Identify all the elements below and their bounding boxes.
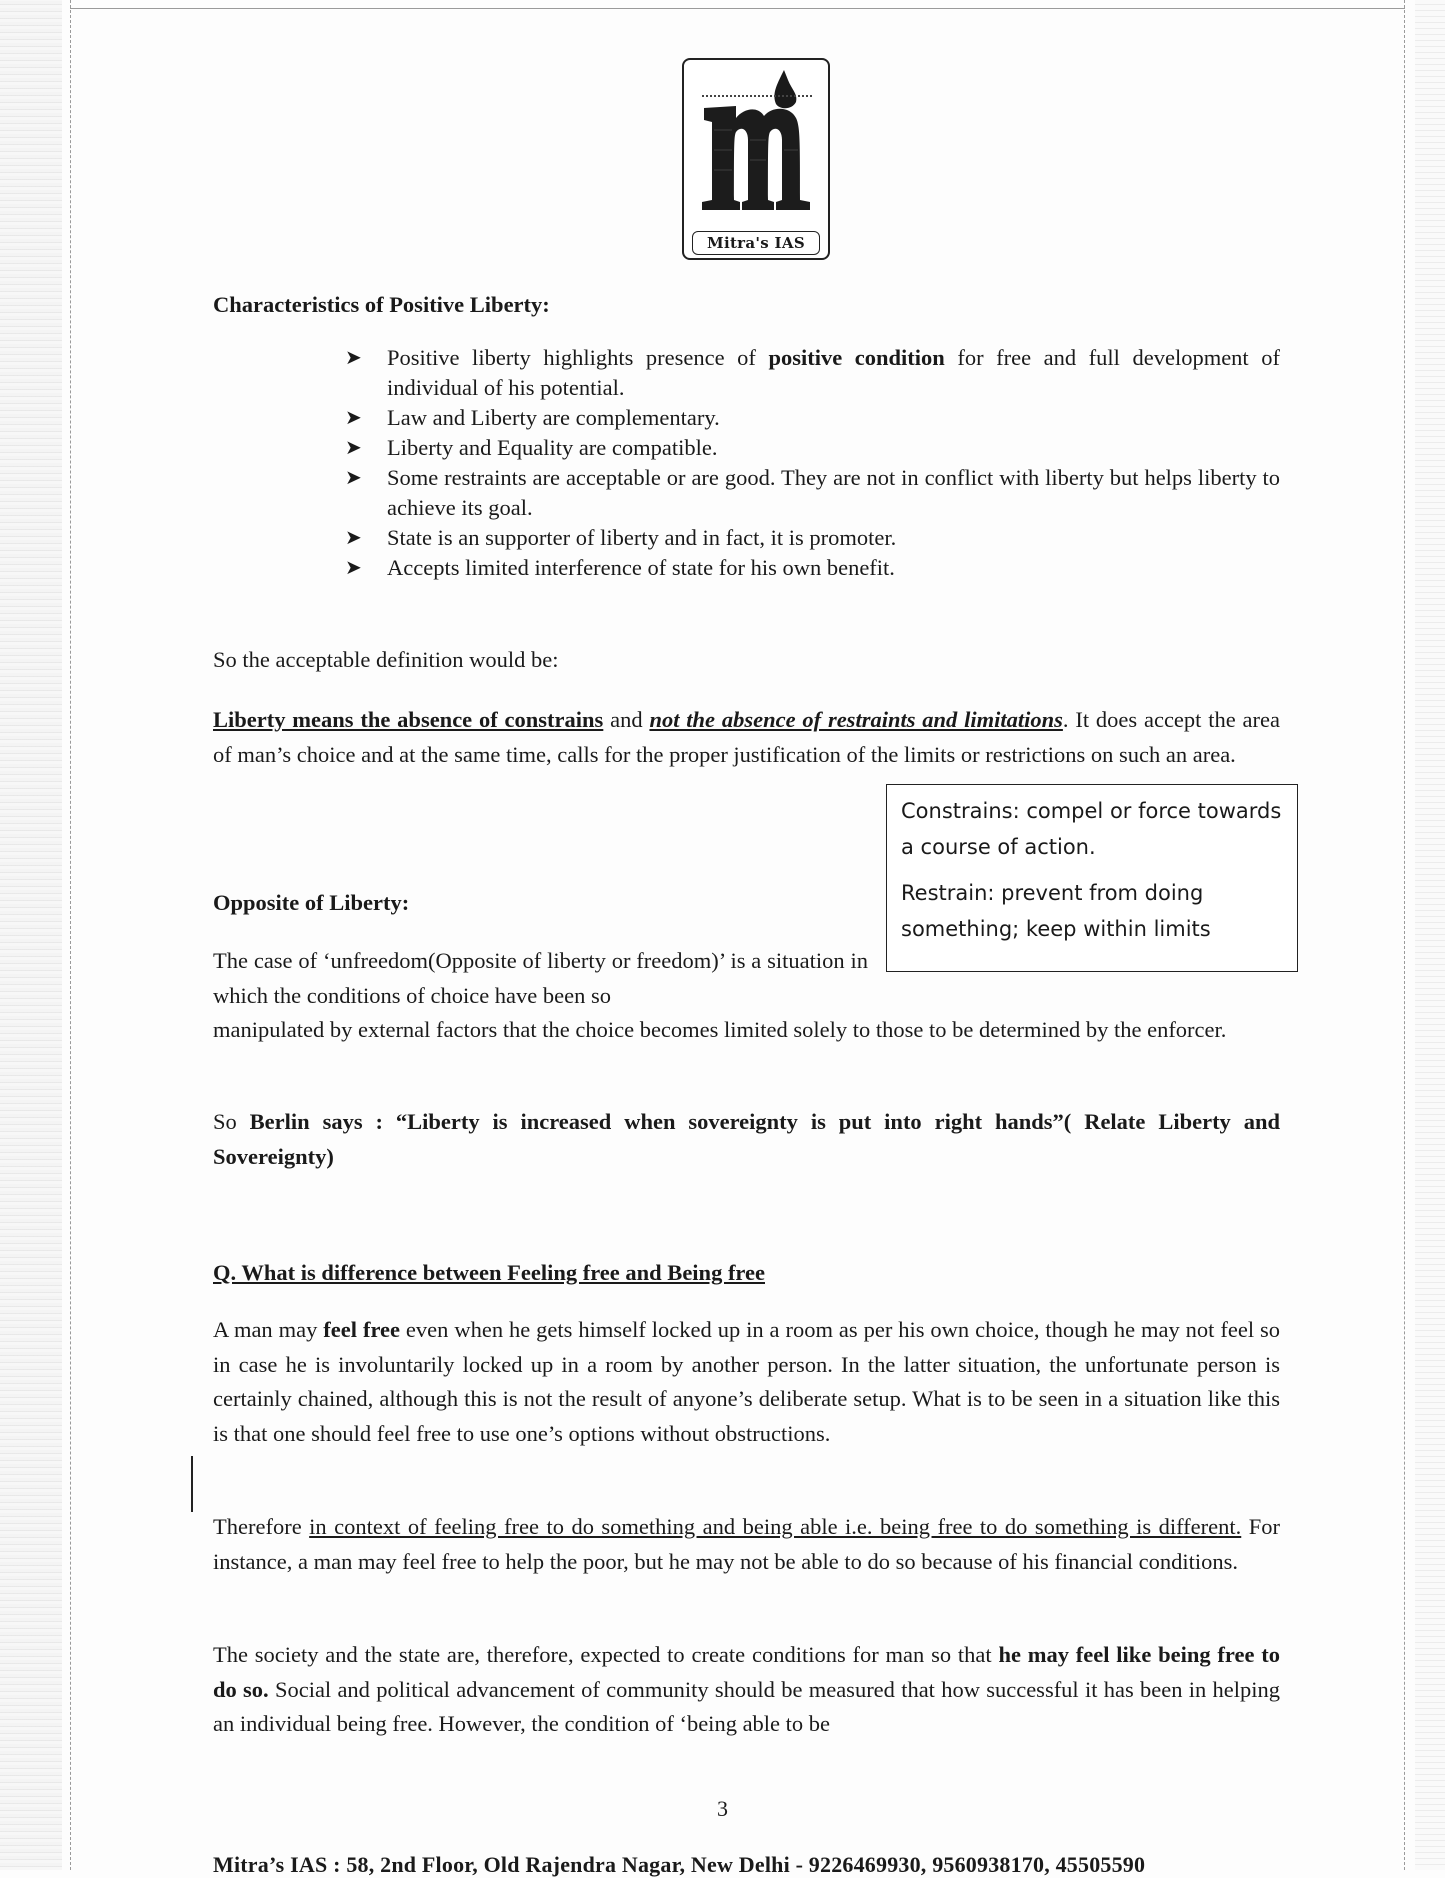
paragraph-therefore: Therefore in context of feeling free to do something and being able i.e. being free to do something is different. For instance, a man may feel free to help the poor, but he may not be able to do so because of his financial conditions.	[213, 1514, 1280, 1574]
definition-intro: So the acceptable definition would be:	[213, 647, 559, 672]
question-heading: Q. What is difference between Feeling free and Being free	[213, 1260, 765, 1285]
logo-m-icon	[684, 60, 828, 230]
arrow-bullet-icon: ➤	[345, 557, 362, 579]
list-item: ➤ Positive liberty highlights presence of positive condition for free and full development of individual of his potential.	[345, 345, 1280, 400]
paragraph-feel-free: A man may feel free even when he gets himself locked up in a room as per his own choice, though he may not feel so in case he is involuntarily locked up in a room by another person. In the latter situation, the unfortunate person is certainly chained, although this is not the result of anyone’s deliberate setup. What is to be seen in a situation like this is that one should feel free to use one’s options without obstructions.	[213, 1317, 1281, 1446]
paragraph-society-state: The society and the state are, therefore, expected to create conditions for man so that he may feel like being free to do so. Social and political advancement of community should be measured that how successful it has been in helping an individual being free. However, the condition of ‘being able to be	[213, 1642, 1281, 1736]
arrow-bullet-icon: ➤	[345, 527, 362, 549]
section-heading-opposite-liberty: Opposite of Liberty:	[213, 890, 410, 915]
footer-address: Mitra’s IAS : 58, 2nd Floor, Old Rajendra Nagar, New Delhi - 9226469930, 9560938170, 45505590	[213, 1852, 1146, 1877]
page-number: 3	[717, 1796, 728, 1821]
margin-line-right	[1404, 0, 1405, 1870]
margin-mark	[191, 1456, 193, 1512]
list-item: ➤ Law and Liberty are complementary.	[345, 403, 1280, 433]
definition-paragraph: Liberty means the absence of constrains and not the absence of restraints and limitations. It does accept the area of man’s choice and at the same time, calls for the proper justification of the limits or restrictions on such an area.	[213, 707, 1280, 767]
arrow-bullet-icon: ➤	[345, 437, 362, 459]
scan-edge-right	[1415, 0, 1445, 1870]
list-item: ➤ Accepts limited interference of state for his own benefit.	[345, 553, 1280, 583]
margin-line-left	[70, 0, 71, 1870]
section-heading-positive-liberty: Characteristics of Positive Liberty:	[213, 292, 550, 317]
top-border-line	[70, 8, 1405, 9]
mitras-ias-logo	[682, 58, 830, 260]
list-item: ➤ Liberty and Equality are compatible.	[345, 433, 1280, 463]
logo-brand-text: Mitra's IAS	[707, 234, 805, 252]
scan-edge-left	[0, 0, 62, 1870]
box-restrain-note: Restrain: prevent from doing something; keep within limits	[901, 881, 1211, 941]
arrow-bullet-icon: ➤	[345, 407, 362, 429]
opposite-paragraph-part1: The case of ‘unfreedom(Opposite of liberty or freedom)’ is a situation in which the conditions of choice have been so	[213, 948, 868, 1008]
berlin-quote: So Berlin says : “Liberty is increased when sovereignty is put into right hands”( Relate Liberty and Sovereignty)	[213, 1109, 1280, 1169]
opposite-paragraph-part2: manipulated by external factors that the choice becomes limited solely to those to be determined by the enforcer.	[213, 1017, 1227, 1042]
list-item: ➤ Some restraints are acceptable or are good. They are not in conflict with liberty but helps liberty to achieve its goal.	[345, 465, 1280, 520]
list-item: ➤ State is an supporter of liberty and in fact, it is promoter.	[345, 523, 1280, 553]
arrow-bullet-icon: ➤	[345, 467, 362, 489]
box-constrains-note: Constrains: compel or force towards a course of action.	[901, 799, 1282, 859]
definition-note-box	[886, 784, 1298, 972]
characteristics-list	[345, 343, 1280, 583]
arrow-bullet-icon: ➤	[345, 347, 362, 369]
